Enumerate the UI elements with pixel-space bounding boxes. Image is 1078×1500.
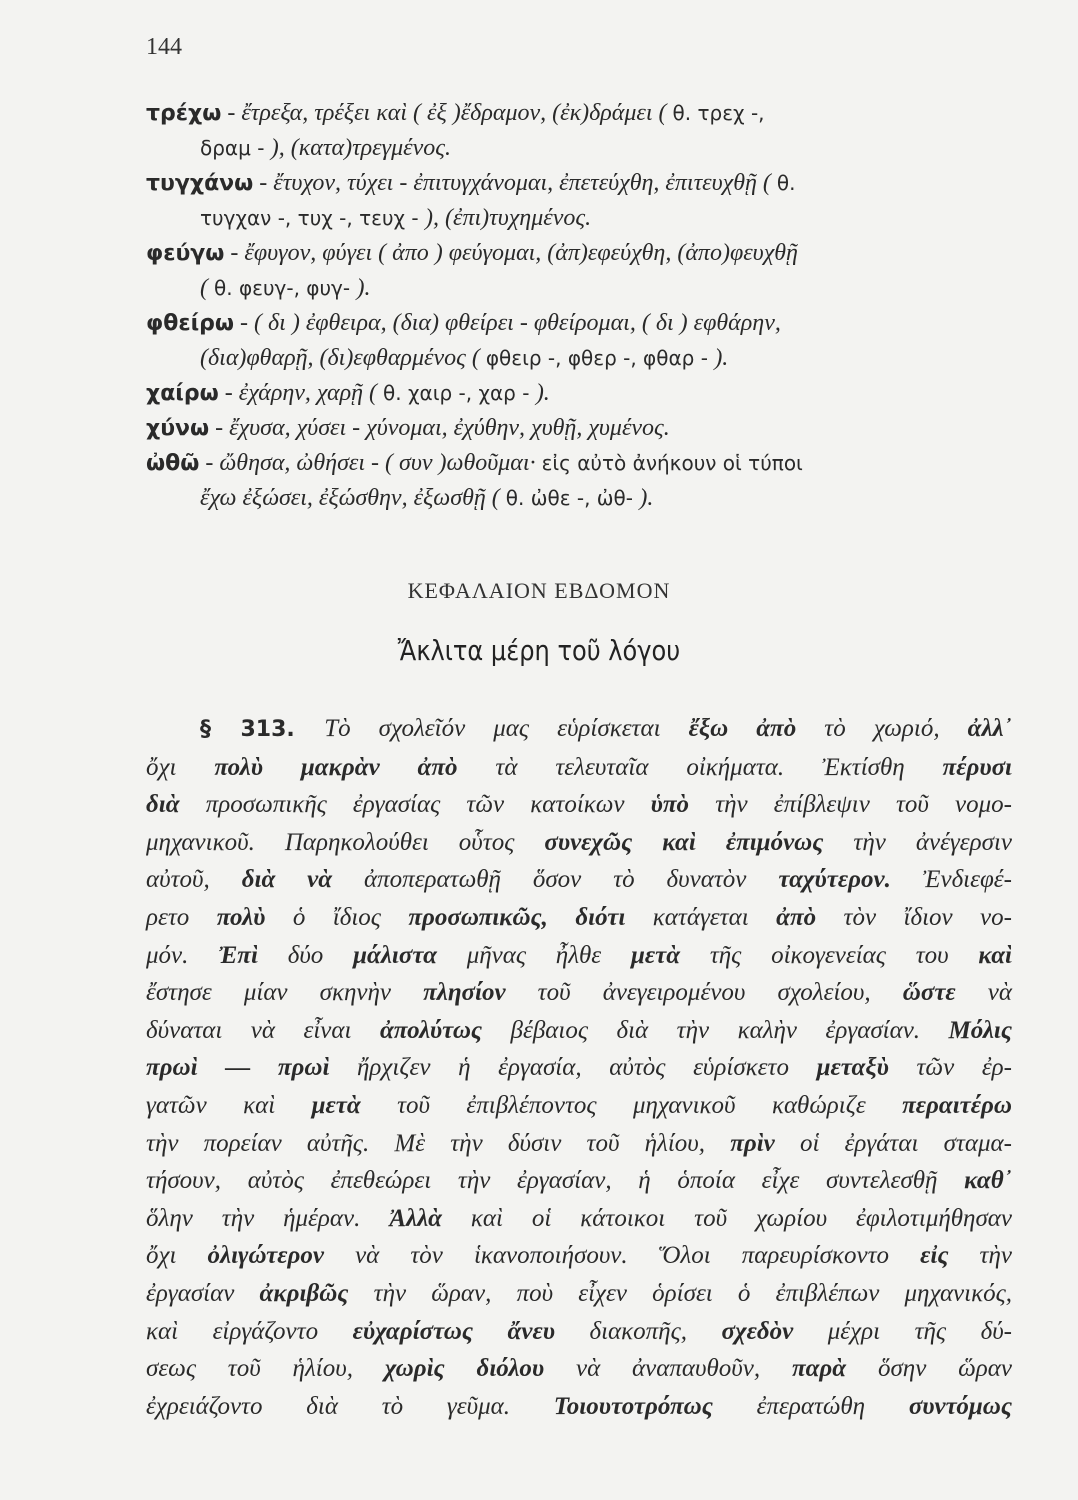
paragraph-text: διακοπῆς, [554,1317,722,1345]
emphasized-word: παρὰ [791,1355,847,1383]
entry-text: ). [714,345,729,371]
paragraph-text: τὴν ἀνέγερσιν [823,828,1013,856]
entry-text: ). [356,275,371,301]
verb-headword: ὠθῶ [146,451,200,476]
paragraph-text: τὴν πορείαν αὐτῆς. Μὲ τὴν δύσιν τοῦ ἡλίου, [146,1129,731,1157]
paragraph-line [146,899,1012,937]
entry-text: - ἔτρεξα, τρέξει καὶ ( ἐξ )ἔδραμον, (ἐκ)δράμει ( [221,100,673,126]
emphasized-word: Μόλις [948,1016,1013,1044]
emphasized-word: ἀπολύτως [379,1016,483,1044]
paragraph-line [146,937,1012,975]
paragraph-text: τῆς οἰκογενείας του [680,941,979,969]
entry-text: - ἔφυγον, φύγει ( ἀπο ) φεύγομαι, (ἀπ)εφεύχθη, (ἀπο)φευχθῇ [224,240,798,266]
emphasized-word: προσωπικῶς, διότι [408,903,626,931]
emphasized-word: σχεδὸν [721,1317,794,1345]
paragraph-text: τοῦ ἐπιβλέποντος μηχανικοῦ καθώριζε [360,1091,903,1119]
paragraph-text: δύναται νὰ εἶναι [146,1016,380,1044]
emphasized-word: καθ᾽ [964,1167,1012,1195]
verb-headword: φθείρω [146,311,235,336]
verb-entry [146,411,1026,446]
emphasized-word: ἔξω ἀπὸ [688,715,797,742]
emphasized-word: μάλιστα [353,941,437,969]
paragraph-text: βέβαιος διὰ τὴν καλὴν ἐργασίαν. [482,1016,949,1044]
emphasized-word: ὑπὸ [650,791,690,819]
entry-text: θ. χαιρ -, χαρ - [383,381,536,405]
paragraph-text: καὶ εἰργάζοντο [146,1317,353,1345]
verb-headword: τρέχω [146,101,222,126]
emphasized-word: μετὰ [311,1091,361,1119]
verb-entry [146,96,1026,166]
emphasized-word: Ἀλλὰ [389,1204,443,1232]
entry-line [146,341,1026,376]
paragraph-line [146,1012,1012,1050]
entry-text: θ. τρεχ -, [672,101,765,125]
paragraph-text: αὐτοῦ, [146,866,242,894]
entry-line [146,201,1026,236]
entry-line [146,411,1026,446]
paragraph-text: οἱ ἐργάται σταμα- [774,1129,1012,1157]
entry-line [146,446,1026,481]
emphasized-word: πλησίον [423,979,506,1007]
emphasized-word: ταχύτερον. [778,866,891,894]
emphasized-word: διὰ [146,791,180,819]
entry-text: φθειρ -, φθερ -, φθαρ - [485,346,715,370]
paragraph-line [146,786,1012,824]
section-number: § 313. [200,717,325,742]
entry-text: - ἔχυσα, χύσει - χύνομαι, ἐχύθην, χυθῇ, χυμένος. [209,415,670,441]
entry-line [146,166,1026,201]
entry-line [146,376,1026,411]
entry-text: ). [535,380,550,406]
entry-text: - ὤθησα, ὠθήσει - ( συν )ωθοῦμαι· [199,450,542,476]
entry-text: θ. ὠθε -, ὠθ- [505,486,640,510]
verb-headword: χαίρω [146,381,219,406]
paragraph-text: μέχρι τῆς δύ- [793,1317,1012,1345]
entry-text: τυγχαν -, τυχ -, τευχ - [200,206,426,230]
entry-text: θ. [776,171,796,195]
entry-text: - ἐχάρην, χαρῇ ( [218,380,383,406]
emphasized-word: ἀπὸ [776,903,817,931]
paragraph-line [146,1313,1012,1351]
paragraph-text: ὅλην τὴν ἡμέραν. [146,1204,390,1232]
paragraph-text: τὴν ὥραν, ποὺ εἶχεν ὁρίσει ὁ ἐπιβλέπων μηχανικός, [348,1279,1012,1307]
paragraph-line [146,1049,1012,1087]
paragraph-text: ἐχρειάζοντο διὰ τὸ γεῦμα. [146,1392,554,1420]
paragraph-line [146,710,1012,749]
paragraph-text: ὁ ἴδιος [265,903,409,931]
paragraph-line [146,1350,1012,1388]
paragraph-text: νὰ ἀναπαυθοῦν, [544,1355,792,1383]
paragraph-line [146,861,1012,899]
entry-text: - ( δι ) ἐφθειρα, (δια) φθείρει - φθείρομαι, ( δι ) εφθάρην, [234,310,781,336]
entry-text: (δια)φθαρῇ, (δι)εφθαρμένος ( [200,345,486,371]
entry-text: ἔχω ἐξώσει, ἐξώσθην, ἐξωσθῇ ( [200,485,506,511]
paragraph-text: σεως τοῦ ἡλίου, [146,1355,385,1383]
emphasized-word: εἰς [920,1242,949,1270]
paragraph-text: κατάγεται [625,903,777,931]
page-number: 144 [146,34,182,60]
paragraph-text: τὴν ἐπίβλεψιν τοῦ νομο- [689,791,1012,819]
emphasized-word: ἀλλ᾽ [967,715,1012,742]
verb-headword: φεύγω [146,241,225,266]
emphasized-word: ὥστε [902,979,956,1007]
emphasized-word: πέρυσι [942,753,1012,781]
paragraph-text: γατῶν καὶ [146,1091,312,1119]
paragraph-text: μηχανικοῦ. Παρηκολούθει οὗτος [146,828,545,856]
entry-line [146,96,1026,131]
verb-headword: τυγχάνω [146,171,254,196]
emphasized-word: Ἐπὶ [218,941,258,969]
verb-entry [146,446,1026,516]
paragraph-text: ὅσην ὥραν [846,1355,1012,1383]
paragraph-text: μῆνας ἦλθε [436,941,631,969]
paragraph-text: Ἐνδιεφέ- [890,866,1012,894]
entry-text: δραμ - [200,136,271,160]
emphasized-word: μετὰ [630,941,681,969]
paragraph-line [146,974,1012,1012]
emphasized-word: πρωὶ — πρωὶ [146,1054,330,1082]
entry-text: - ἔτυχον, τύχει - ἐπιτυγχάνομαι, ἐπετεύχθη, ἐπιτευχθῇ ( [253,170,777,196]
emphasized-word: μεταξὺ [816,1054,889,1082]
paragraph-line [146,824,1012,862]
verb-entry [146,376,1026,411]
paragraph-text: τήσουν, αὐτὸς ἐπεθεώρει τὴν ἐργασίαν, ἡ ὁποία εἶχε συντελεσθῇ [146,1167,965,1195]
verb-entry [146,166,1026,236]
paragraph-text: τὰ τελευταῖα οἰκήματα. Ἐκτίσθη [457,753,943,781]
chapter-heading: ΚΕΦΑΛΑΙΟΝ ΕΒΔΟΜΟΝ [407,578,671,603]
paragraph-text: τοῦ ἀνεγειρομένου σχολείου, [505,979,903,1007]
paragraph-text: ἤρχιζεν ἡ ἐργασία, αὐτὸς εὑρίσκετο [329,1054,817,1082]
entry-line [146,236,1026,271]
entry-text: εἰς αὐτὸ ἀνήκουν οἱ τύποι [541,451,803,475]
verb-headword: χύνω [146,416,210,441]
paragraph-text: τὸ χωριό, [796,715,968,742]
paragraph-line [146,1087,1012,1125]
section-paragraph [146,710,1012,1425]
paragraph-text: τὸν ἴδιον νο- [816,903,1012,931]
paragraph-text: ὄχι [146,1242,208,1270]
emphasized-word: διὰ νὰ [241,866,333,894]
emphasized-word: πολὺ [216,903,266,931]
entry-line [146,306,1026,341]
paragraph-line [146,1388,1012,1426]
emphasized-word: περαιτέρω [902,1091,1012,1119]
paragraph-text: νὰ [955,979,1012,1007]
section-title: Ἄκλιτα μέρη τοῦ λόγου [397,634,681,667]
paragraph-line [146,1200,1012,1238]
paragraph-text: τὴν [948,1242,1012,1270]
paragraph-text: ἀποπερατωθῇ ὅσον τὸ δυνατὸν [332,866,779,894]
entry-text: ), (ἐπι)τυχημένος. [425,205,592,231]
emphasized-word: ὀλιγώτερον [207,1242,325,1270]
entry-line [146,131,1026,166]
paragraph-text: δύο [257,941,354,969]
verb-entry [146,306,1026,376]
emphasized-word: ἀκριβῶς [259,1279,349,1307]
emphasized-word: εὐχαρίστως ἄνευ [352,1317,555,1345]
paragraph-text: νὰ τὸν ἱκανοποιήσουν. Ὅλοι παρευρίσκοντο [324,1242,921,1270]
paragraph-text: ἔστησε μίαν σκηνὴν [146,979,424,1007]
emphasized-word: πολὺ μακρὰν ἀπὸ [214,753,458,781]
entry-text: ( [200,275,214,301]
paragraph-line [146,749,1012,787]
paragraph-text: ἐπερατώθη [712,1392,909,1420]
paragraph-line [146,1237,1012,1275]
paragraph-text: τῶν ἐρ- [888,1054,1012,1082]
entry-line [146,271,1026,306]
paragraph-text: ὄχι [146,753,215,781]
paragraph-text: ἐργασίαν [146,1279,260,1307]
verb-entries [146,96,1026,516]
paragraph-text: μόν. [146,941,219,969]
paragraph-line [146,1125,1012,1163]
paragraph-text: καὶ οἱ κάτοικοι τοῦ χωρίου ἐφιλοτιμήθησαν [442,1204,1012,1232]
paragraph-text: προσωπικῆς ἐργασίας τῶν κατοίκων [179,791,651,819]
paragraph-line [146,1275,1012,1313]
entry-text: θ. φευγ-, φυγ- [214,276,357,300]
entry-text: ), (κατα)τρεγμένος. [270,135,451,161]
paragraph-line [146,1162,1012,1200]
emphasized-word: Τοιουτοτρόπως [553,1392,713,1420]
emphasized-word: πρὶν [730,1129,775,1157]
entry-text: ). [639,485,654,511]
verb-entry [146,236,1026,306]
paragraph-text: ρετο [146,903,217,931]
emphasized-word: συντόμως [908,1392,1012,1420]
paragraph-text: Τὸ σχολεῖόν μας εὑρίσκεται [324,715,689,742]
emphasized-word: συνεχῶς καὶ ἐπιμόνως [544,828,824,856]
entry-line [146,481,1026,516]
emphasized-word: χωρὶς διόλου [384,1355,545,1383]
emphasized-word: καὶ [978,941,1012,969]
